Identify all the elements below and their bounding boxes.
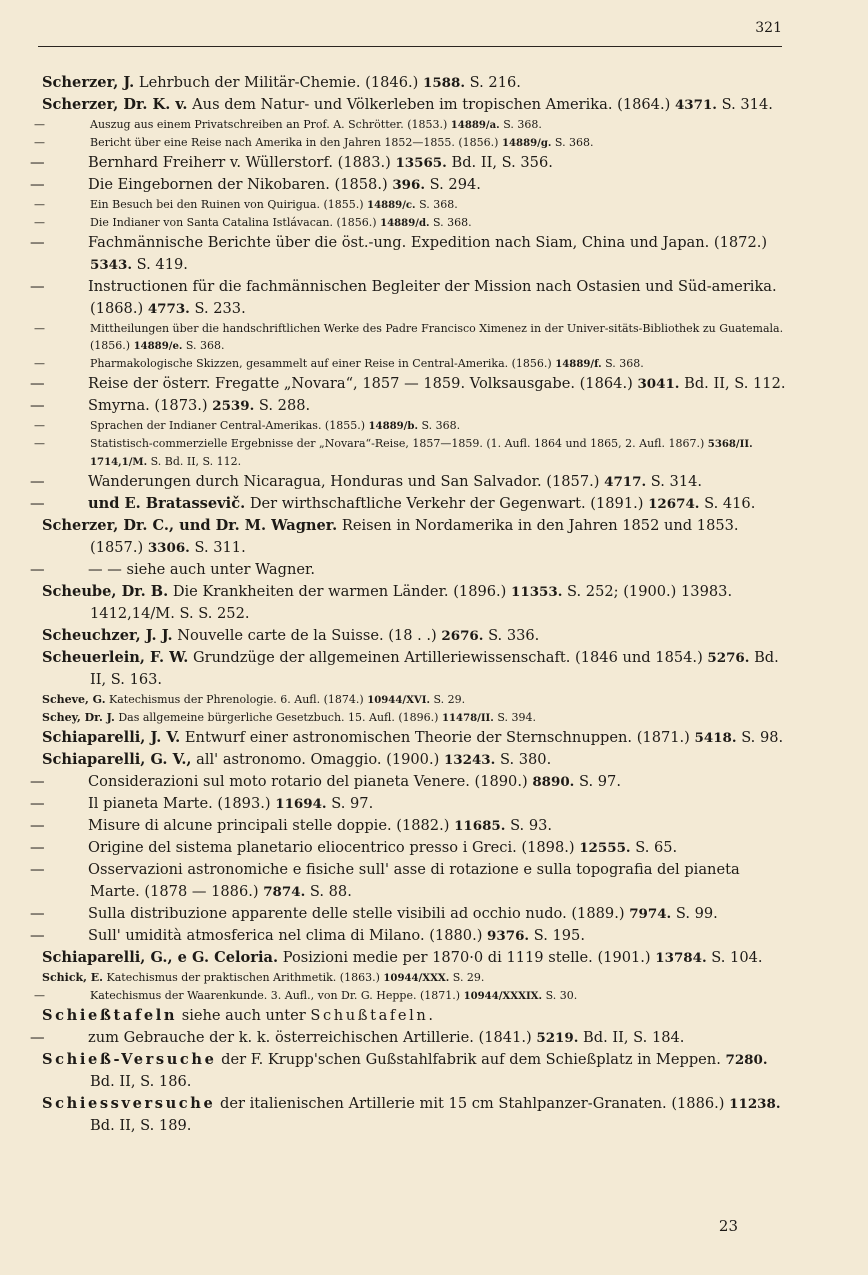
entry-title: Pharmakologische Skizzen, gesammelt auf einer Reise in Central-Amerika. (1856.) — [90, 357, 552, 370]
repeat-dash: — — [34, 136, 45, 149]
entry-shelfmark: 2539. — [212, 398, 255, 414]
entry-shelfmark: 14889/c. — [367, 199, 416, 211]
entry-location: S. 294. — [429, 176, 481, 193]
catalog-entry — [30, 174, 794, 196]
repeat-dash: — — [34, 216, 45, 229]
entry-shelfmark: 11694. — [275, 796, 327, 812]
catalog-entry — [42, 969, 794, 987]
entry-location: Bd. II, S. 189. — [90, 1117, 192, 1134]
entry-title: Statistisch-commerzielle Ergebnisse der „Novara“-Reise, 1857—1859. (1. Aufl. 1864 und 1865, 2. Aufl. 1867.) — [90, 437, 705, 450]
entry-location: Bd. II, S. 184. — [583, 1029, 685, 1046]
entry-shelfmark: 5219. — [536, 1030, 579, 1046]
repeat-dash: — — [30, 176, 45, 193]
entry-location: S. 233. — [194, 300, 246, 317]
catalog-entry — [34, 196, 794, 214]
entry-shelfmark: 11478/II. — [441, 712, 494, 724]
entry-shelfmark: 5418. — [694, 730, 737, 746]
entry-author: Scherzer, J. — [42, 74, 135, 91]
entry-author: Scherzer, Dr. C., und Dr. M. Wagner. — [42, 517, 338, 534]
catalog-entry — [30, 815, 794, 837]
entry-shelfmark: 3041. — [637, 376, 680, 392]
entry-location: S. 29. — [452, 971, 485, 984]
repeat-dash: — — [30, 561, 45, 578]
entry-shelfmark: 1588. — [422, 75, 466, 91]
entry-title: zum Gebrauche der k. k. österreichischen Artillerie. (1841.) — [88, 1029, 532, 1046]
entry-location: S. 368. — [433, 216, 472, 229]
entry-crossref: Schußtafeln. — [310, 1007, 436, 1024]
entry-location: S. 252; (1900.) 13983. 1412,14/M. S. S. 252. — [90, 583, 733, 622]
catalog-entry — [30, 471, 794, 493]
entry-shelfmark: 2676. — [441, 628, 484, 644]
entry-author: und E. Bratassevič. — [88, 495, 246, 512]
entry-author: Scheuchzer, J. J. — [42, 627, 173, 644]
entry-title: Mittheilungen über die handschriftlichen Werke des Padre Francisco Ximenez in der Univer-sitäts-Bibliothek zu Guatemala. (1856.) — [90, 322, 784, 352]
catalog-entry — [34, 987, 794, 1005]
catalog-entry — [42, 1005, 794, 1027]
entry-shelfmark: 13784. — [655, 950, 707, 966]
entry-shelfmark: 5343. — [90, 257, 133, 273]
repeat-dash: — — [30, 905, 45, 922]
repeat-dash: — — [34, 357, 45, 370]
entry-title: Reise der österr. Fregatte „Novara“, 1857 — 1859. Volksausgabe. (1864.) — [88, 375, 633, 392]
entry-location: S. 93. — [510, 817, 553, 834]
repeat-dash: — — [30, 795, 45, 812]
entry-shelfmark: 4371. — [674, 97, 717, 113]
page-number: 321 — [755, 20, 782, 36]
catalog-entry — [30, 152, 794, 174]
entry-title: siehe auch unter — [181, 1007, 306, 1024]
entry-list — [30, 72, 794, 1137]
entry-shelfmark: 14889/a. — [450, 119, 500, 131]
catalog-entry — [30, 395, 794, 417]
entry-location: Bd. II, S. 356. — [451, 154, 553, 171]
entry-shelfmark: 396. — [392, 177, 426, 193]
entry-shelfmark: 14889/g. — [501, 137, 552, 149]
entry-shelfmark: 12674. — [648, 496, 700, 512]
entry-title: Katechismus der praktischen Arithmetik. (1863.) — [106, 971, 380, 984]
entry-title: Bericht über eine Reise nach Amerika in den Jahren 1852—1855. (1856.) — [90, 136, 499, 149]
entry-shelfmark: 7974. — [629, 906, 672, 922]
entry-title: Origine del sistema planetario eliocentrico presso i Greci. (1898.) — [88, 839, 575, 856]
entry-title: der F. Krupp'schen Gußstahlfabrik auf dem Schießplatz in Meppen. — [221, 1051, 721, 1068]
entry-title: Katechismus der Waarenkunde. 3. Aufl., von Dr. G. Heppe. (1871.) — [90, 989, 461, 1002]
entry-heading: Schießtafeln — [42, 1007, 178, 1024]
repeat-dash: — — [30, 817, 45, 834]
entry-location: S. 216. — [469, 74, 521, 91]
catalog-entry — [42, 94, 794, 116]
entry-shelfmark: 14889/e. — [133, 340, 183, 352]
entry-title: Der wirthschaftliche Verkehr der Gegenwart. (1891.) — [249, 495, 644, 512]
entry-location: Bd. II, S. 186. — [90, 1073, 192, 1090]
entry-location: S. 29. — [433, 693, 466, 706]
entry-location: S. 314. — [721, 96, 773, 113]
catalog-entry — [34, 214, 794, 232]
entry-location: S. 368. — [554, 136, 594, 149]
entry-shelfmark: 14889/f. — [555, 358, 602, 370]
catalog-entry — [34, 134, 794, 152]
catalog-entry — [30, 925, 794, 947]
repeat-dash: — — [34, 437, 45, 450]
entry-shelfmark: 14889/d. — [380, 217, 430, 229]
footer-number: 23 — [718, 1217, 738, 1235]
entry-title: Instructionen für die fachmännischen Begleiter der Mission nach Ostasien und Süd-amerika. (1868.) — [88, 278, 777, 317]
repeat-dash: — — [34, 419, 45, 432]
repeat-dash: — — [30, 861, 45, 878]
entry-location: Wagner. — [255, 561, 315, 578]
catalog-entry — [30, 837, 794, 859]
entry-title: Die Indianer von Santa Catalina Istlávacan. (1856.) — [90, 216, 377, 229]
entry-title: der italienischen Artillerie mit 15 cm Stahlpanzer-Granaten. (1886.) — [220, 1095, 725, 1112]
entry-shelfmark: 10944/XXXIX. — [463, 990, 543, 1002]
entry-location: S. 30. — [545, 989, 578, 1002]
entry-author: Schiaparelli, J. V. — [42, 729, 181, 746]
entry-title: Sprachen der Indianer Central-Amerikas. (1855.) — [90, 419, 366, 432]
entry-author: Schiaparelli, G., e G. Celoria. — [42, 949, 279, 966]
entry-shelfmark: 13565. — [395, 155, 447, 171]
entry-heading: Schieß-Versuche — [42, 1051, 217, 1068]
entry-location: S. 97. — [579, 773, 621, 790]
entry-title: Il pianeta Marte. (1893.) — [88, 795, 271, 812]
entry-title: Nouvelle carte de la Suisse. (18 . .) — [177, 627, 437, 644]
catalog-entry — [42, 749, 794, 771]
entry-location: S. 104. — [711, 949, 763, 966]
entry-shelfmark: 7874. — [263, 884, 306, 900]
repeat-dash: — — [30, 473, 45, 490]
catalog-entry — [30, 559, 794, 581]
repeat-dash: — — [34, 989, 45, 1002]
entry-shelfmark: 10944/XVI. — [367, 694, 431, 706]
entry-location: S. 368. — [421, 419, 461, 432]
entry-title: Reisen in Nordamerika in den Jahren 1852 und 1853. (1857.) — [90, 517, 739, 556]
entry-shelfmark: 4773. — [147, 301, 190, 317]
repeat-dash: — — [34, 118, 45, 131]
entry-location: S. 65. — [635, 839, 678, 856]
entry-title: Die Krankheiten der warmen Länder. (1896.) — [172, 583, 507, 600]
entry-shelfmark: 8890. — [532, 774, 575, 790]
entry-title: Fachmännische Berichte über die öst.-ung. Expedition nach Siam, China und Japan. (1872.) — [88, 234, 768, 251]
entry-title: Bernhard Freiherr v. Wüllerstorf. (1883.) — [88, 154, 391, 171]
entry-title: Auszug aus einem Privatschreiben an Prof. A. Schrötter. (1853.) — [90, 118, 448, 131]
catalog-entry — [42, 72, 794, 94]
entry-title: Die Eingebornen der Nikobaren. (1858.) — [88, 176, 388, 193]
entry-shelfmark: 11238. — [729, 1096, 781, 1112]
catalog-entry — [34, 435, 794, 471]
repeat-dash: — — [30, 1029, 45, 1046]
repeat-dash: — — [30, 773, 45, 790]
entry-location: S. 368. — [503, 118, 542, 131]
entry-heading: Schiessversuche — [42, 1095, 216, 1112]
entry-location: S. 99. — [675, 905, 718, 922]
entry-author: Scheve, G. — [42, 693, 106, 706]
catalog-entry — [42, 1093, 794, 1137]
entry-shelfmark: 3306. — [147, 540, 190, 556]
entry-shelfmark: 5368/II. 1714,1/M. — [90, 438, 753, 468]
entry-location: Bd. II, S. 163. — [90, 649, 779, 688]
entry-title: Aus dem Natur- und Völkerleben im tropischen Amerika. (1864.) — [192, 96, 671, 113]
entry-title: Grundzüge der allgemeinen Artilleriewissenschaft. (1846 und 1854.) — [192, 649, 703, 666]
repeat-dash: — — [30, 839, 45, 856]
entry-shelfmark: 7280. — [725, 1052, 768, 1068]
entry-location: S. 380. — [499, 751, 552, 768]
entry-shelfmark: 4717. — [604, 474, 647, 490]
repeat-dash: — — [30, 495, 45, 512]
catalog-entry — [42, 691, 794, 709]
entry-location: S. 311. — [194, 539, 246, 556]
entry-author: Scheube, Dr. B. — [42, 583, 169, 600]
entry-author: Schick, E. — [42, 971, 104, 984]
entry-title: Lehrbuch der Militär-Chemie. (1846.) — [138, 74, 419, 91]
catalog-entry — [30, 771, 794, 793]
catalog-entry — [42, 709, 794, 727]
entry-location: S. 368. — [419, 198, 458, 211]
catalog-entry — [34, 417, 794, 435]
entry-location: S. Bd. II, S. 112. — [150, 455, 242, 468]
catalog-entry — [30, 1027, 794, 1049]
catalog-entry — [34, 355, 794, 373]
catalog-entry — [30, 276, 794, 320]
repeat-dash: — — [30, 927, 45, 944]
entry-title: Misure di alcune principali stelle doppie. (1882.) — [88, 817, 450, 834]
entry-title: — — siehe auch unter — [88, 561, 251, 578]
catalog-entry — [42, 947, 794, 969]
entry-shelfmark: 11353. — [511, 584, 563, 600]
catalog-entry — [30, 232, 794, 276]
entry-shelfmark: 12555. — [579, 840, 631, 856]
entry-title: all' astronomo. Omaggio. (1900.) — [196, 751, 440, 768]
catalog-entry — [34, 116, 794, 134]
repeat-dash: — — [30, 397, 45, 414]
entry-title: Wanderungen durch Nicaragua, Honduras und San Salvador. (1857.) — [88, 473, 600, 490]
entry-title: Entwurf einer astronomischen Theorie der Sternschnuppen. (1871.) — [184, 729, 690, 746]
entry-location: S. 288. — [258, 397, 311, 414]
entry-shelfmark: 9376. — [487, 928, 530, 944]
repeat-dash: — — [34, 322, 45, 335]
header-rule — [38, 46, 782, 47]
catalog-entry — [42, 1049, 794, 1093]
entry-location: Bd. II, S. 112. — [684, 375, 786, 392]
entry-location: S. 368. — [605, 357, 644, 370]
catalog-entry — [30, 903, 794, 925]
entry-location: S. 394. — [497, 711, 536, 724]
repeat-dash: — — [30, 278, 45, 295]
entry-author: Schiaparelli, G. V., — [42, 751, 192, 768]
catalog-entry — [30, 859, 794, 903]
entry-title: Smyrna. (1873.) — [88, 397, 208, 414]
entry-shelfmark: 14889/b. — [368, 420, 418, 432]
catalog-entry — [42, 625, 794, 647]
catalog-entry — [42, 581, 794, 625]
entry-title: Considerazioni sul moto rotario del pianeta Venere. (1890.) — [88, 773, 528, 790]
entry-author: Scheuerlein, F. W. — [42, 649, 189, 666]
repeat-dash: — — [30, 234, 45, 251]
repeat-dash: — — [30, 375, 45, 392]
entry-location: S. 98. — [741, 729, 784, 746]
entry-author: Schey, Dr. J. — [42, 711, 115, 724]
repeat-dash: — — [30, 154, 45, 171]
entry-location: S. 97. — [331, 795, 374, 812]
entry-title: Katechismus der Phrenologie. 6. Aufl. (1874.) — [109, 693, 364, 706]
entry-title: Das allgemeine bürgerliche Gesetzbuch. 15. Aufl. (1896.) — [118, 711, 439, 724]
entry-location: S. 195. — [533, 927, 585, 944]
entry-title: Osservazioni astronomiche e fisiche sull' asse di rotazione e sulla topografia del pianeta Marte. (1878 — 1886.) — [88, 861, 740, 900]
catalog-entry — [42, 727, 794, 749]
entry-location: S. 368. — [185, 339, 225, 352]
entry-shelfmark: 11685. — [454, 818, 506, 834]
catalog-entry — [30, 493, 794, 515]
entry-location: S. 88. — [309, 883, 352, 900]
entry-title: Sull' umidità atmosferica nel clima di Milano. (1880.) — [88, 927, 483, 944]
entry-title: Sulla distribuzione apparente delle stelle visibili ad occhio nudo. (1889.) — [88, 905, 625, 922]
catalog-entry — [30, 793, 794, 815]
catalog-entry — [30, 373, 794, 395]
entry-location: S. 419. — [136, 256, 188, 273]
entry-location: S. 336. — [488, 627, 540, 644]
entry-shelfmark: 10944/XXX. — [383, 972, 450, 984]
catalog-entry — [34, 320, 794, 355]
repeat-dash: — — [34, 198, 45, 211]
entry-shelfmark: 5276. — [707, 650, 750, 666]
entry-title: Posizioni medie per 1870·0 di 1119 stelle. (1901.) — [282, 949, 651, 966]
entry-location: S. 416. — [704, 495, 756, 512]
catalog-entry — [42, 647, 794, 691]
entry-title: Ein Besuch bei den Ruinen von Quirigua. (1855.) — [90, 198, 364, 211]
entry-shelfmark: 13243. — [443, 752, 496, 768]
entry-author: Scherzer, Dr. K. v. — [42, 96, 188, 113]
entry-location: S. 314. — [650, 473, 703, 490]
catalog-entry — [42, 515, 794, 559]
